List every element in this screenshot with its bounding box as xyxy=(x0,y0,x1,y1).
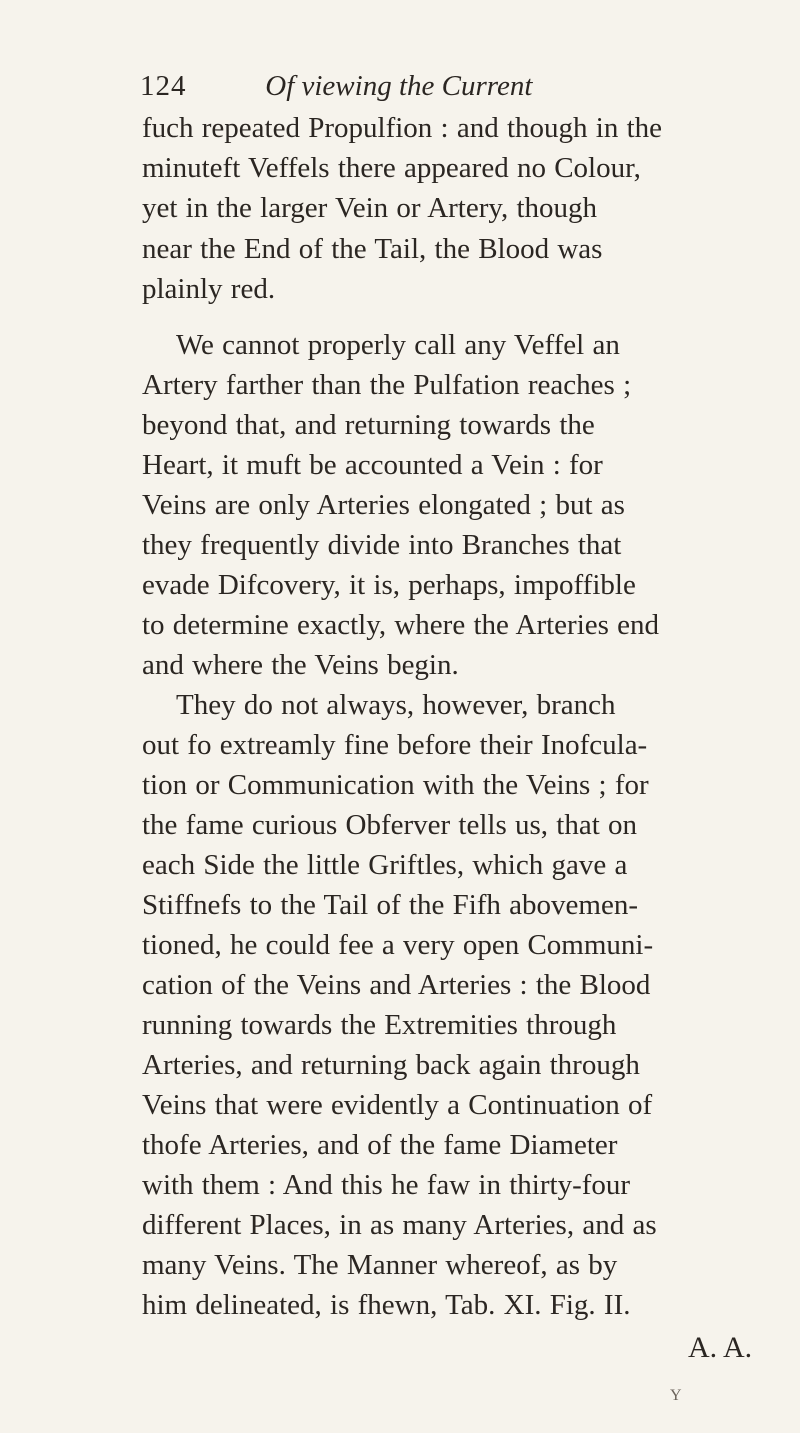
text-line: Heart, it muft be accounted a Vein : for xyxy=(142,449,603,481)
text-line: Artery farther than the Pulfation reaches ; xyxy=(142,369,632,401)
text-line: fuch repeated Propulfion : and though in the xyxy=(142,112,663,144)
text-line: beyond that, and returning towards the xyxy=(142,409,595,441)
text-line: They do not always, however, branch xyxy=(176,689,616,721)
text-line: tioned, he could fee a very open Communi- xyxy=(142,929,654,961)
text-line: near the End of the Tail, the Blood was xyxy=(142,233,603,265)
text-line: the fame curious Obferver tells us, that on xyxy=(142,809,638,841)
text-line: they frequently divide into Branches that xyxy=(142,529,622,561)
text-line: plainly red. xyxy=(142,273,276,305)
text-line: to determine exactly, where the Arteries end xyxy=(142,609,660,641)
signature-mark: Y xyxy=(670,1387,682,1404)
text-line: many Veins. The Manner whereof, as by xyxy=(142,1249,618,1281)
text-line: and where the Veins begin. xyxy=(142,649,459,681)
text-line: evade Difcovery, it is, perhaps, impoffible xyxy=(142,569,636,601)
running-title: Of viewing the Current xyxy=(265,70,533,102)
text-line: him delineated, is fhewn, Tab. XI. Fig. II. xyxy=(142,1289,631,1321)
text-line: Stiffnefs to the Tail of the Fifh abovemen- xyxy=(142,889,638,921)
text-line: thofe Arteries, and of the fame Diameter xyxy=(142,1129,618,1161)
text-line: each Side the little Griftles, which gave a xyxy=(142,849,628,881)
catchword: A. A. xyxy=(688,1331,753,1364)
page-header xyxy=(140,66,760,106)
page-number: 124 xyxy=(140,70,187,102)
text-line: minuteft Veffels there appeared no Colour, xyxy=(142,152,641,184)
text-line: tion or Communication with the Veins ; for xyxy=(142,769,649,801)
text-line: cation of the Veins and Arteries : the Blood xyxy=(142,969,651,1001)
text-line: out fo extreamly fine before their Inofcula- xyxy=(142,729,648,761)
text-line: Veins that were evidently a Continuation of xyxy=(142,1089,653,1121)
text-line: We cannot properly call any Veffel an xyxy=(176,329,620,361)
text-line: running towards the Extremities through xyxy=(142,1009,617,1041)
text-line: yet in the larger Vein or Artery, though xyxy=(142,192,598,224)
text-line: Arteries, and returning back again through xyxy=(142,1049,640,1081)
text-line: Veins are only Arteries elongated ; but as xyxy=(142,489,625,521)
text-line: different Places, in as many Arteries, and as xyxy=(142,1209,657,1241)
text-line: with them : And this he faw in thirty-four xyxy=(142,1169,631,1201)
